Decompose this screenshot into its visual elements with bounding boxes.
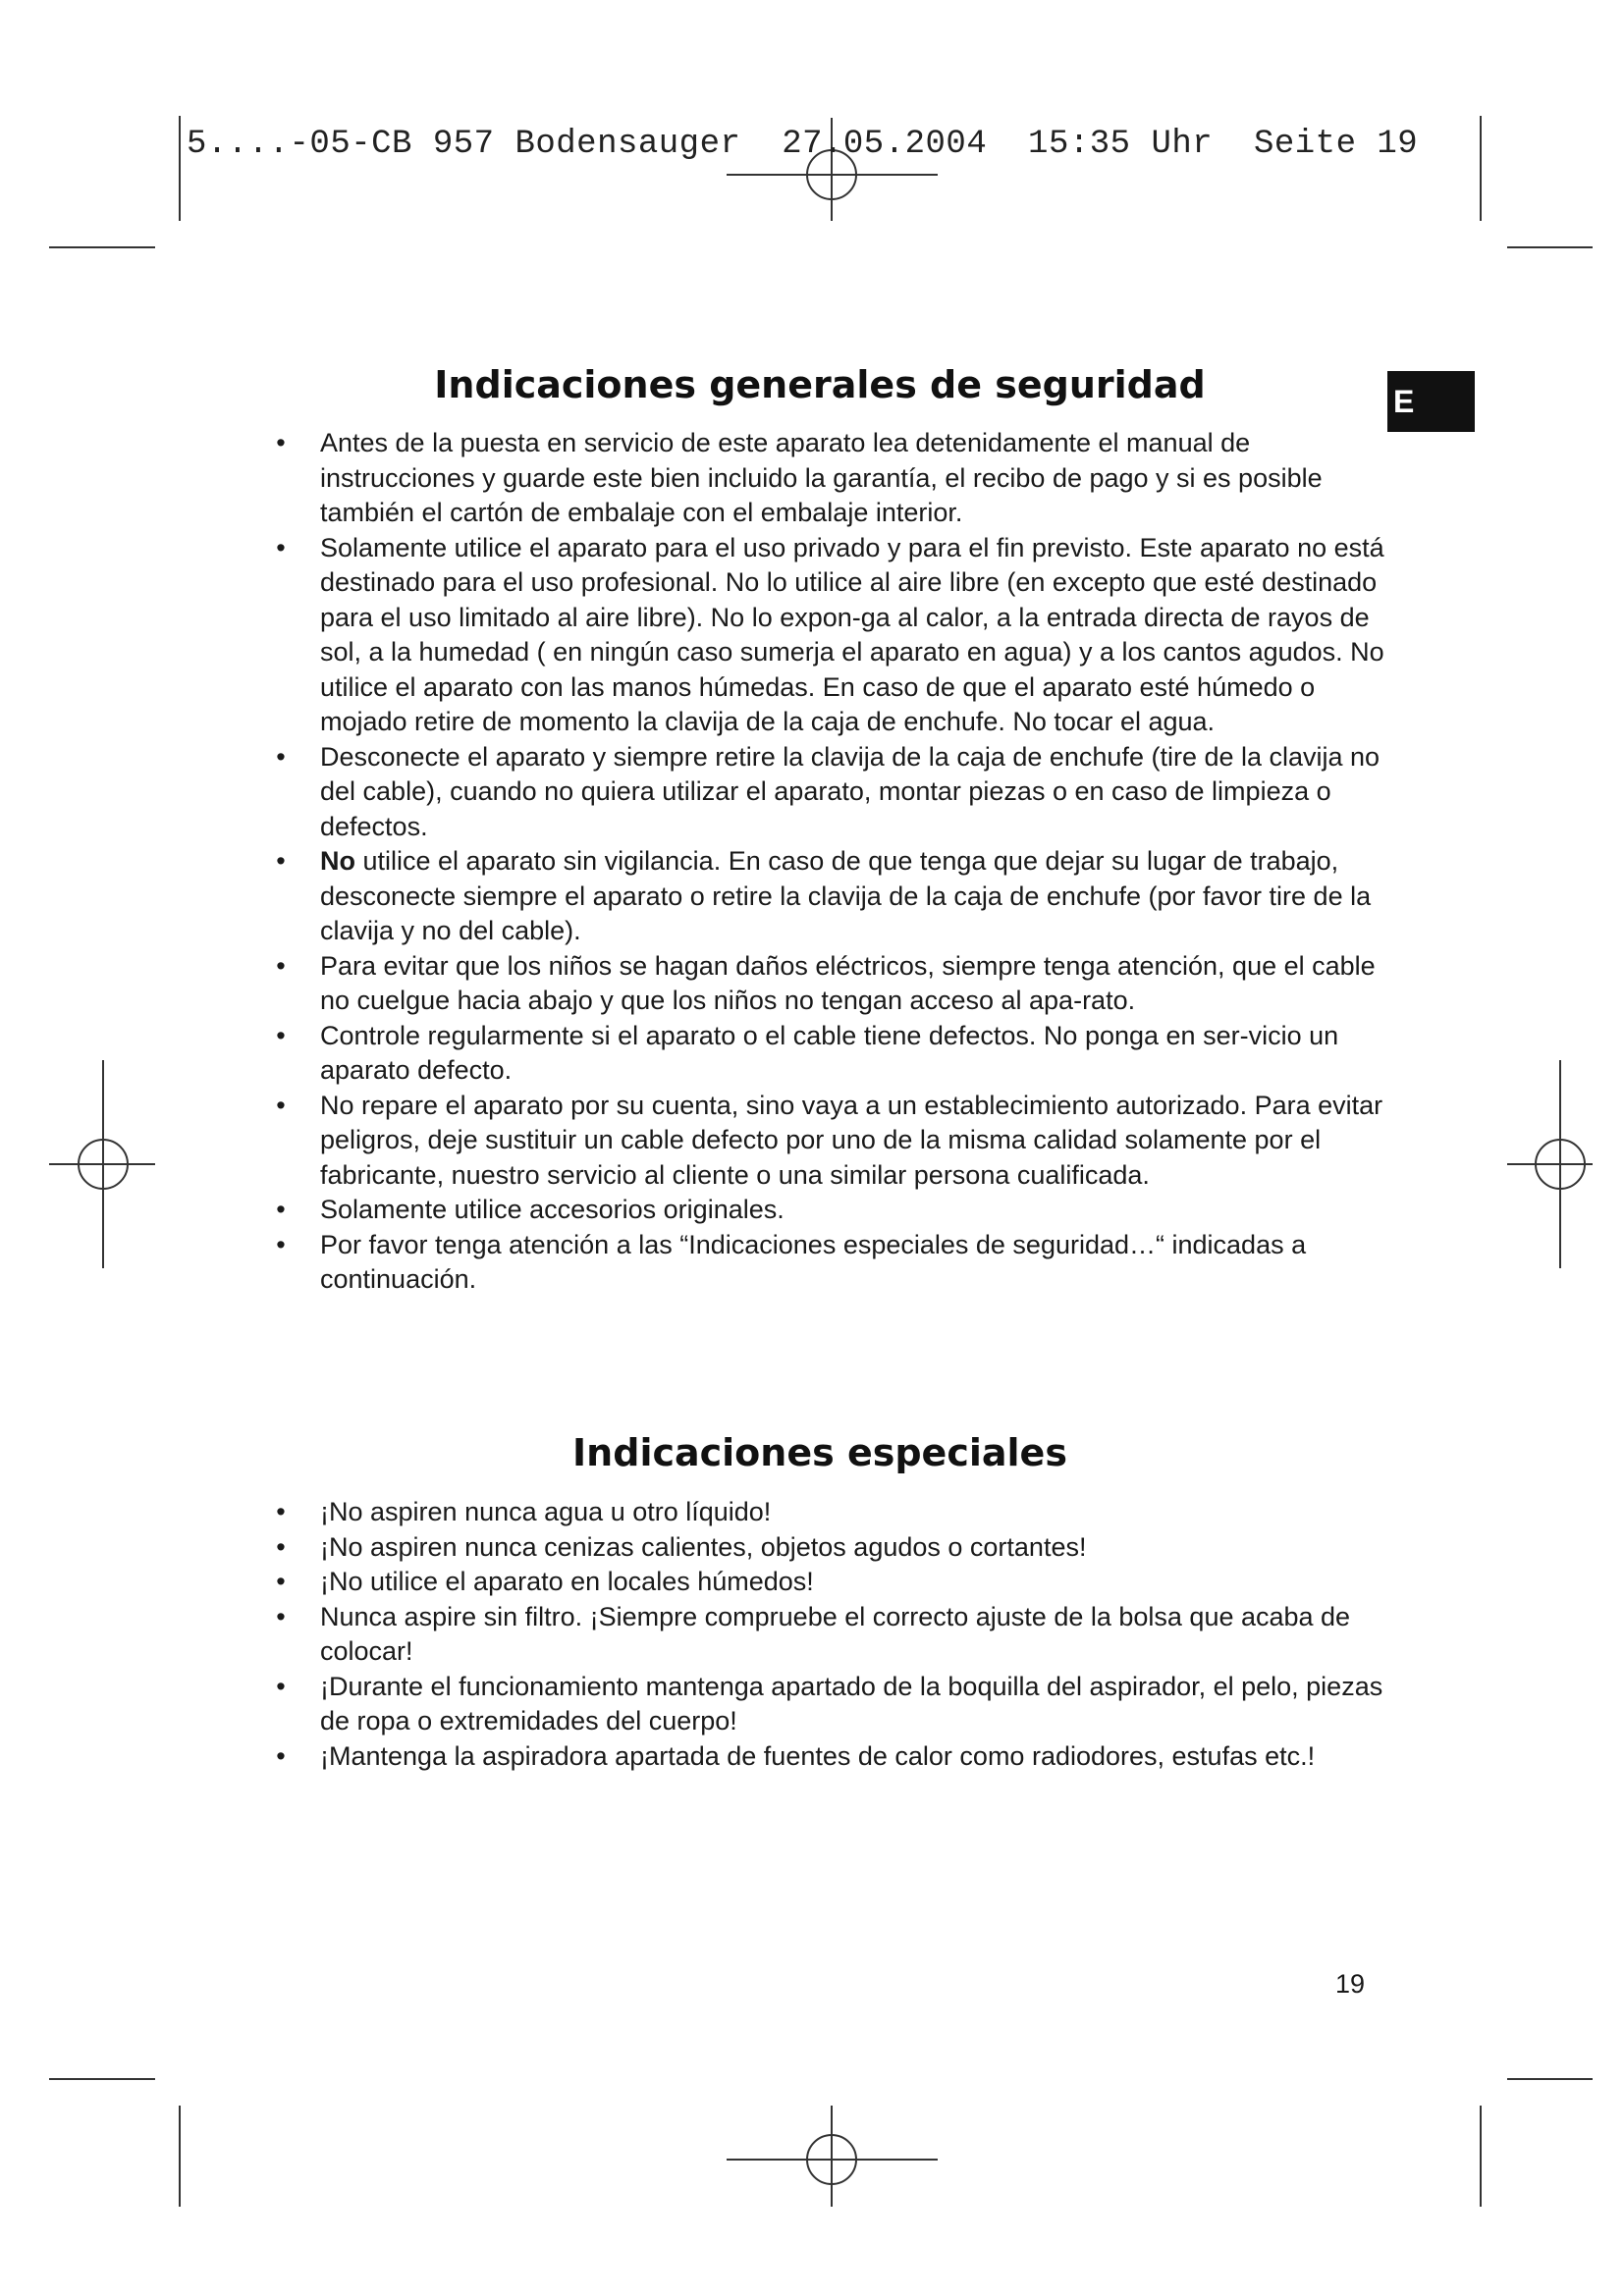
list-item: • Nunca aspire sin filtro. ¡Siempre compruebe el correcto ajuste de la bolsa que acaba de colocar! [269, 1600, 1408, 1670]
bullet-icon: • [276, 1567, 286, 1596]
bullet-icon: • [276, 1601, 286, 1631]
registration-mark-right [1507, 1060, 1593, 1268]
list-item: • ¡No utilice el aparato en locales húmedos! [269, 1565, 1408, 1600]
section-title-general-safety: Indicaciones generales de seguridad [434, 363, 1206, 406]
bullet-icon: • [276, 1671, 286, 1701]
bullet-icon: • [276, 1229, 286, 1259]
list-item: • ¡No aspiren nunca agua u otro líquido! [269, 1495, 1408, 1530]
bullet-icon: • [276, 1020, 286, 1050]
bullet-icon: • [276, 428, 286, 457]
registration-mark-left [49, 1060, 155, 1268]
list-item: • No repare el aparato por su cuenta, sino vaya a un establecimiento autorizado. Para evitar peligros, deje sustituir un cable defecto por uno de la misma calidad solamente por el fabricante, nuestro servicio al cliente o una similar persona cualificada. [269, 1089, 1408, 1194]
language-tab: E [1387, 371, 1475, 432]
list-item: • Solamente utilice accesorios originales. [269, 1193, 1408, 1228]
list-item: • ¡Durante el funcionamiento mantenga apartado de la boquilla del aspirador, el pelo, piezas de ropa o extremidades del cuerpo! [269, 1670, 1408, 1739]
list-item: • Controle regularmente si el aparato o el cable tiene defectos. No ponga en ser-vicio un aparato defecto. [269, 1019, 1408, 1089]
bullet-icon: • [276, 741, 286, 772]
list-item: • ¡Mantenga la aspiradora apartada de fuentes de calor como radiodores, estufas etc.! [269, 1739, 1408, 1775]
list-item: • No utilice el aparato sin vigilancia. En caso de que tenga que dejar su lugar de trabajo, desconecte siempre el aparato o retire la clavija de la caja de enchufe (por favor tire de la clavija y no del cable). [269, 844, 1408, 949]
bullet-icon: • [276, 532, 286, 562]
list-item: • Antes de la puesta en servicio de este aparato lea detenidamente el manual de instrucciones y guarde este bien incluido la garantía, el recibo de pago y si es posible también el cartón de embalaje con el embalaje interior. [269, 426, 1408, 531]
list-item: • Solamente utilice el aparato para el uso privado y para el fin previsto. Este aparato no está destinado para el uso profesional. No lo utilice al aire libre (en excepto que esté destinado para el uso limitado al aire libre). No lo expon-ga al calor, a la entrada directa de rayos de sol, a la humedad ( en ningún caso sumerja el aparato en agua) y a los cantos agudos. No utilice el aparato con las manos húmedas. En caso de que el aparato esté húmedo o mojado retire de momento la clavija de la caja de enchufe. No tocar el agua. [269, 531, 1408, 740]
list-item: • Desconecte el aparato y siempre retire la clavija de la caja de enchufe (tire de la clavija no del cable), cuando no quiera utilizar el aparato, montar piezas o en caso de limpieza o defectos. [269, 740, 1408, 845]
bullet-icon: • [276, 1497, 286, 1526]
bullet-icon: • [276, 1531, 286, 1562]
bullet-icon: • [276, 1090, 286, 1120]
registration-mark-bottom [727, 2106, 938, 2207]
bullet-icon: • [276, 950, 286, 981]
list-item: • Para evitar que los niños se hagan daños eléctricos, siempre tenga atención, que el cable no cuelgue hacia abajo y que los niños no tengan acceso al apa-rato. [269, 949, 1408, 1019]
special-safety-list [269, 1495, 1408, 1774]
bullet-icon: • [276, 846, 286, 876]
page-number: 19 [1335, 1969, 1366, 1999]
list-item: • Por favor tenga atención a las “Indicaciones especiales de seguridad…“ indicadas a continuación. [269, 1228, 1408, 1298]
bullet-icon: • [276, 1740, 286, 1771]
general-safety-list [269, 426, 1408, 1298]
bullet-icon: • [276, 1195, 286, 1224]
section-title-special: Indicaciones especiales [572, 1431, 1067, 1474]
print-slug: 5....-05-CB 957 Bodensauger 27.05.2004 15:35 Uhr Seite 19 [187, 126, 1419, 163]
list-item: • ¡No aspiren nunca cenizas calientes, objetos agudos o cortantes! [269, 1530, 1408, 1566]
